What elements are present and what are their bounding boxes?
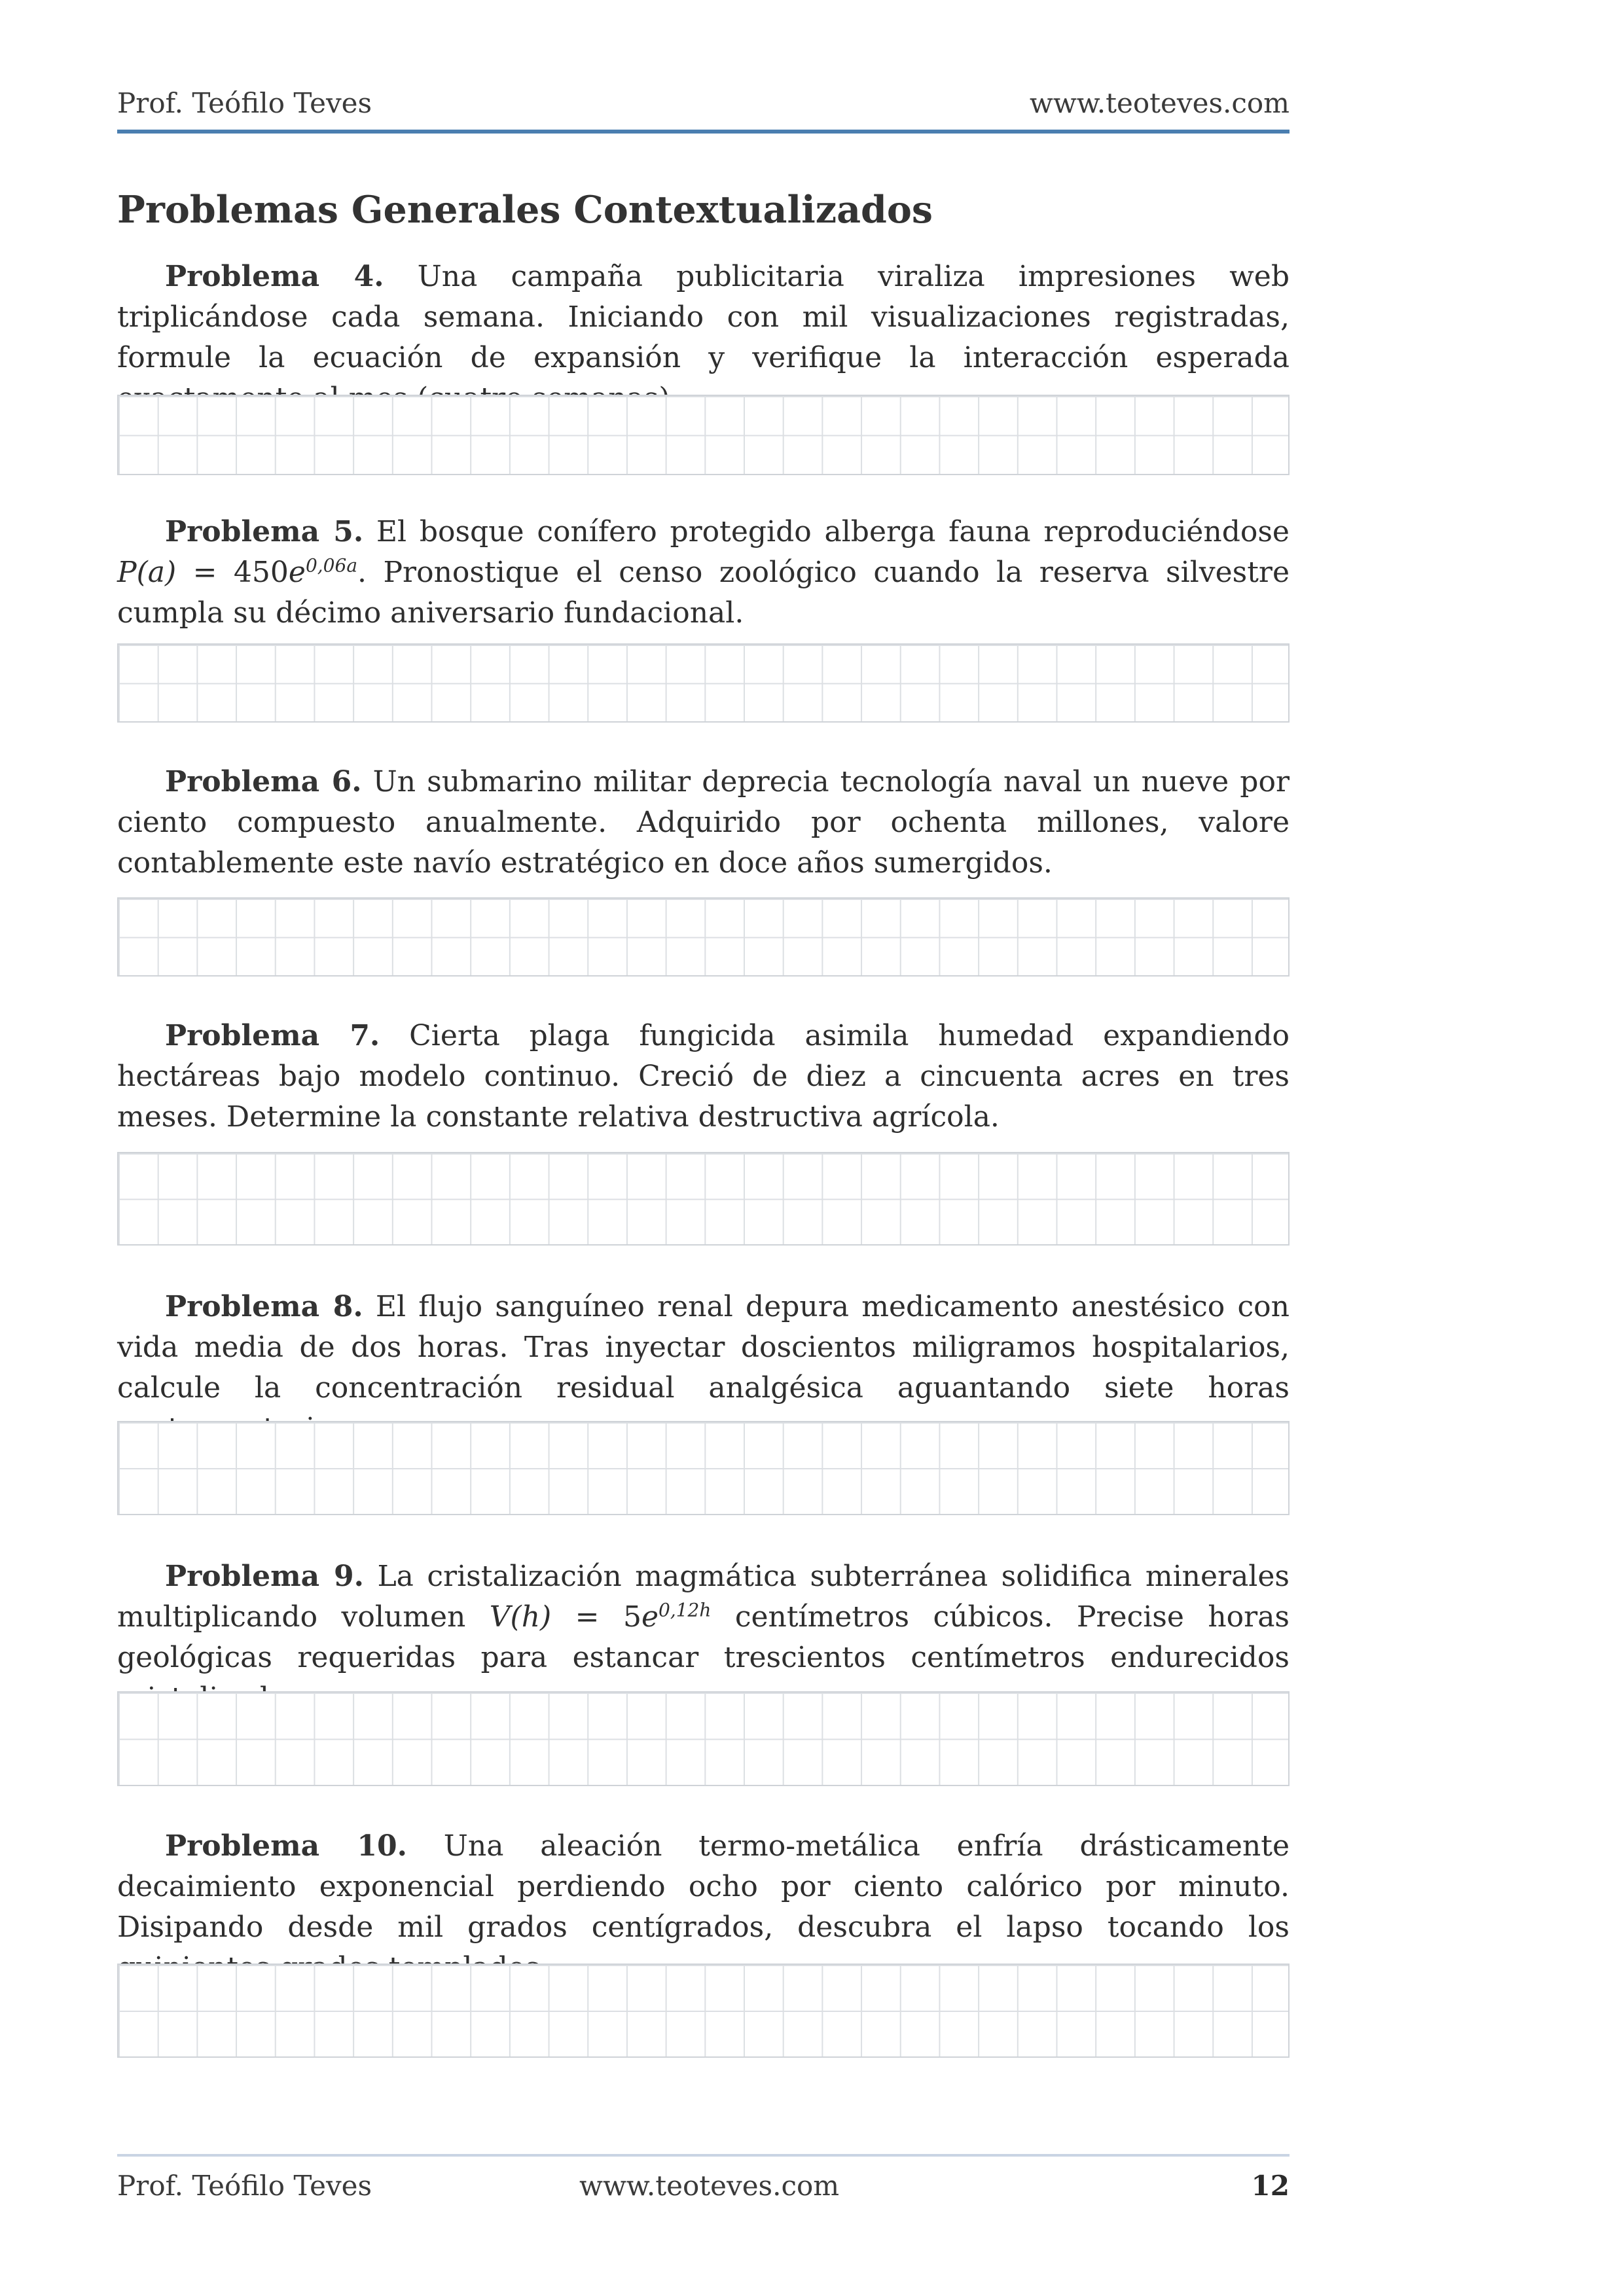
problem-label: Problema 4.	[165, 260, 384, 293]
answer-grid-9[interactable]	[117, 1691, 1290, 1786]
formula-exponent: 0,12h	[659, 1599, 712, 1621]
header-website: www.teoteves.com	[1029, 87, 1290, 119]
problem-label: Problema 6.	[165, 765, 362, 798]
problem-text-after: . Pronostique el censo zoológico cuando la reserva silvestre cumpla su décimo aniversario fundacional.	[117, 556, 1290, 630]
answer-grid-8[interactable]	[117, 1421, 1290, 1515]
footer-author: Prof. Teófilo Teves	[117, 2170, 372, 2202]
problem-text-before: El bosque conífero protegido alberga fauna reproduciéndose	[376, 515, 1290, 548]
section-title: Problemas Generales Contextualizados	[117, 188, 933, 232]
problem-text: Una aleación termo-metálica enfría drásticamente decaimiento exponencial perdiendo ocho por ciento calórico por minuto. Disipando desde mil grados centígrados, descubra el lapso tocando los	[117, 1829, 1290, 1944]
formula-base: e	[288, 556, 306, 589]
problem-label: Problema 9.	[165, 1560, 364, 1593]
answer-grid-6[interactable]	[117, 897, 1290, 977]
problem-label: Problema 5.	[165, 515, 364, 548]
formula-lhs: V(h)	[489, 1600, 552, 1634]
problem-text-before: La cristalización magmática subterránea solidifica minerales multiplicando volumen	[117, 1560, 1290, 1634]
answer-grid-5[interactable]	[117, 643, 1290, 723]
problem-5	[117, 512, 1290, 634]
problem-label: Problema 10.	[165, 1829, 407, 1863]
footer-divider	[117, 2154, 1290, 2157]
formula-lhs: P(a)	[117, 556, 177, 589]
answer-grid-7[interactable]	[117, 1152, 1290, 1246]
page-footer	[117, 2166, 1290, 2206]
problem-text: El flujo sanguíneo renal depura medicamento anestésico con vida media de dos horas. Tras inyectar doscientos miligramos hospitalarios, calcule la concentración residual analgésica aguantando siete horas	[117, 1290, 1290, 1405]
answer-grid-4[interactable]	[117, 395, 1290, 475]
problem-label: Problema 8.	[165, 1290, 363, 1323]
footer-website: www.teoteves.com	[579, 2170, 840, 2202]
problem-text: Una campaña publicitaria viraliza impresiones web triplicándose cada semana. Iniciando con mil visualizaciones registradas, formule la ecuación de expansión y verifique la interacción esperada	[117, 260, 1290, 374]
problem-label: Problema 7.	[165, 1019, 380, 1052]
problem-text: Un submarino militar deprecia tecnología naval un nueve por ciento compuesto anualmente. Adquirido por ochenta millones, valore contablemente este navío estratégico en doce años sumergidos.	[117, 765, 1290, 880]
page-number: 12	[1251, 2170, 1290, 2202]
formula-base: e	[641, 1600, 659, 1634]
problem-7	[117, 1016, 1290, 1138]
formula-eq: = 5	[551, 1600, 641, 1634]
page-header	[117, 84, 1290, 134]
header-author: Prof. Teófilo Teves	[117, 87, 372, 119]
answer-grid-10[interactable]	[117, 1964, 1290, 2058]
problem-6	[117, 762, 1290, 884]
problem-text-after: centímetros cúbicos. Precise horas geológicas requeridas para estancar trescientos centímetros endurecidos	[117, 1600, 1290, 1674]
formula-exponent: 0,06a	[305, 554, 358, 577]
formula-eq: = 450	[176, 556, 289, 589]
problem-text: Cierta plaga fungicida asimila humedad expandiendo hectáreas bajo modelo continuo. Creció de diez a cincuenta acres en tres meses. Determine la constante relativa destructiva agrícola.	[117, 1019, 1290, 1134]
